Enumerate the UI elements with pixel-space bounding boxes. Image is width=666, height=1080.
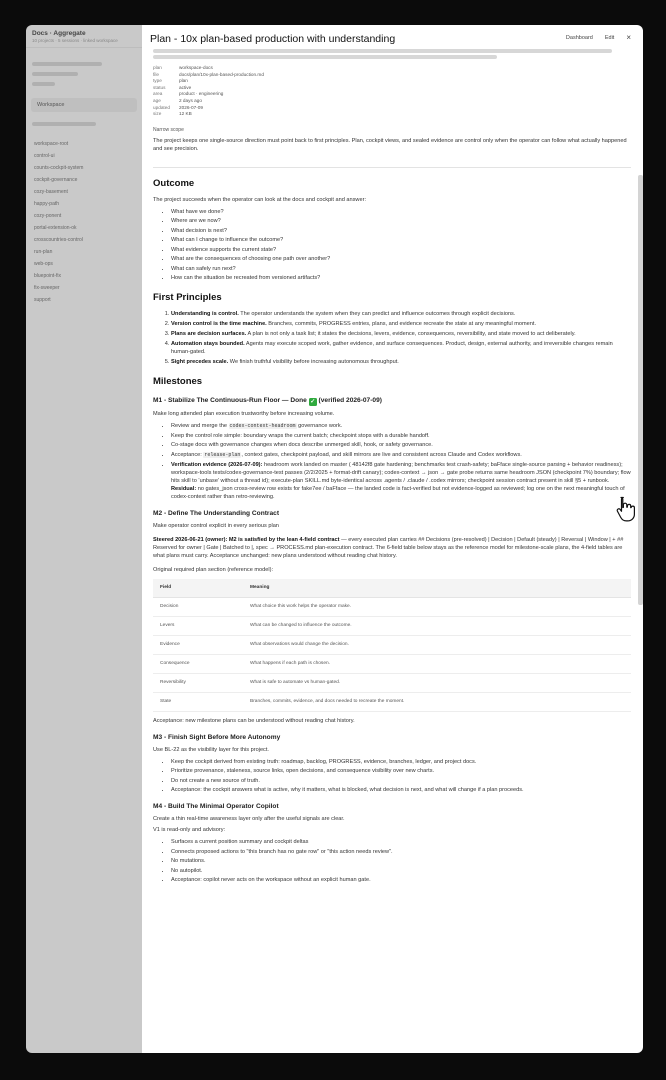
- metadata-key: age: [153, 97, 161, 103]
- metadata-key: area: [153, 91, 163, 97]
- m4-bullet: • No autopilot.: [171, 867, 631, 875]
- principle-title: Version control is the time machine.: [171, 321, 267, 328]
- sidebar-item[interactable]: support: [34, 297, 51, 303]
- tagline: Narrow scope: [153, 126, 184, 133]
- principle-text: Agents may execute scoped work, gather evidence, and surface consequences. Product, design, external authority, and irreversible changes remain human-gated.: [171, 341, 613, 356]
- sidebar-item[interactable]: fix-sweeper: [34, 285, 60, 291]
- table-cell: What happens if each path is chosen.: [243, 654, 631, 673]
- metadata-key: status: [153, 84, 166, 90]
- plan-contract-table: [153, 579, 631, 712]
- m3-bullet: • Acceptance: the cockpit answers what is active, why it matters, what is blocked, what decision is next, and what will change if a plan proceeds.: [171, 786, 631, 794]
- sidebar-item[interactable]: web-ops: [34, 261, 53, 267]
- table-row: [153, 692, 631, 711]
- principle-item: [171, 320, 631, 328]
- metadata-row: [153, 111, 631, 118]
- bullet-text: Acceptance:: [171, 451, 204, 458]
- m2-acceptance: Acceptance: new milestone plans can be understood without reading chat history.: [153, 717, 355, 724]
- metadata-row: [153, 72, 631, 79]
- evidence-label: Verification evidence (2026-07-09):: [171, 461, 263, 468]
- document-panel: [142, 25, 643, 1053]
- sidebar-placeholder: [32, 82, 55, 86]
- bullet-text: Review and merge the: [171, 423, 229, 430]
- m2-steered-paragraph: [153, 536, 631, 560]
- evidence-text: headroom work landed on master ( 48142f8 gate hardening; benchmarks test crash-safety; baFface single-source parsing + behavior readiness); workspace-tools tests/codex-governance-test passes (2/2/2025 + format-drift canary); codex-context → json → gate probe returns same headroom JSON (checkpoint 7%) boundary; flow hits skill to ‘unbase’ without a thread id); execute-plan SKILL.md byte-identical across .agents / .claude / .codex mirrors; checkpoint session contract present in skill §5 + runbook.: [171, 461, 631, 484]
- table-cell: What can be changed to influence the outcome.: [243, 616, 631, 635]
- m2-reference-label: Original required plan section (reference model):: [153, 566, 274, 573]
- m3-heading: M3 - Finish Sight Before More Autonomy: [153, 733, 281, 741]
- outcome-question: • What evidence supports the current state?: [171, 246, 631, 254]
- table-cell: State: [153, 692, 243, 711]
- sidebar-list: [26, 138, 142, 306]
- metadata-value: 12 KB: [179, 111, 192, 117]
- principle-title: Plans are decision surfaces.: [171, 331, 247, 338]
- sidebar-item[interactable]: counts-cockpit-system: [34, 165, 84, 171]
- m1-bullet: [171, 422, 631, 430]
- sidebar-item[interactable]: happy-path: [34, 201, 60, 207]
- metadata-table: [153, 65, 631, 118]
- bullet-text: governance work.: [296, 423, 343, 430]
- outcome-question-list: [171, 208, 631, 283]
- m4-bullet: • Acceptance: copilot never acts on the workspace without an explicit human gate.: [171, 876, 631, 884]
- principle-title: Understanding is control.: [171, 311, 239, 318]
- sidebar: [26, 25, 142, 1053]
- outcome-question: • How can the situation be recreated from versioned artifacts?: [171, 274, 631, 282]
- principles-list: [171, 310, 631, 366]
- table-cell: What choice this work helps the operator make.: [243, 597, 631, 616]
- principles-heading: First Principles: [153, 292, 222, 304]
- principle-item: [171, 330, 631, 338]
- metadata-key: plan: [153, 65, 162, 70]
- sidebar-item[interactable]: cozy-ponent: [34, 213, 62, 219]
- sidebar-item[interactable]: crosscountries-control: [34, 237, 83, 243]
- sidebar-placeholder: [32, 122, 96, 126]
- metadata-key: updated: [153, 104, 170, 110]
- sidebar-placeholder: [32, 62, 102, 66]
- code-span: codex-context-headroom: [229, 423, 296, 430]
- m3-lead: Use BL-22 as the visibility layer for this project.: [153, 746, 269, 753]
- principle-text: A plan is not only a task list; it states the decisions, levers, evidence, consequences, reversibility, and state moved to act deliberately.: [246, 331, 576, 338]
- sidebar-item[interactable]: cozy-basement: [34, 189, 68, 195]
- sidebar-subtitle: 10 projects · 5 sessions · linked workspace: [32, 38, 118, 43]
- m4-bullet: • No mutations.: [171, 857, 631, 865]
- code-span: release-plan: [204, 451, 241, 458]
- scrollbar[interactable]: [638, 175, 643, 605]
- dashboard-button[interactable]: Dashboard: [565, 35, 593, 41]
- principle-text: The operator understands the system when they can predict and influence outcomes through explicit decisions.: [238, 311, 516, 318]
- residual-label: Residual:: [171, 485, 197, 492]
- principle-text: We finish truthful visibility before increasing autonomous throughput.: [228, 359, 399, 366]
- principle-item: [171, 310, 631, 318]
- close-icon[interactable]: ×: [626, 33, 631, 42]
- m1-heading: [153, 397, 631, 406]
- outcome-question: • What are the consequences of choosing one path over another?: [171, 255, 631, 263]
- bullet-text: Keep the control role simple: boundary wraps the current batch; checkpoint stops with a durable handoff.: [171, 432, 430, 439]
- sidebar-item[interactable]: control-ui: [34, 153, 55, 159]
- bullet-text: Co-stage docs with governance changes when docs describe unmerged skill, hook, or safety governance.: [171, 442, 433, 449]
- check-icon: ✓: [310, 399, 316, 406]
- sidebar-section-workspace[interactable]: Workspace: [31, 98, 137, 112]
- table-cell: Reversibility: [153, 673, 243, 692]
- sidebar-item[interactable]: cockpit-governance: [34, 177, 78, 183]
- metadata-key: file: [153, 71, 159, 77]
- sidebar-item[interactable]: workspace-root: [34, 141, 69, 147]
- document-title: Plan - 10x plan-based production with understanding: [150, 33, 396, 45]
- principle-title: Sight precedes scale.: [171, 359, 229, 366]
- table-header-cell: Meaning: [243, 579, 631, 598]
- metadata-value: workspace-docs: [179, 65, 213, 70]
- metadata-key: type: [153, 78, 162, 84]
- sidebar-placeholder: [32, 72, 78, 76]
- principle-title: Automation stays bounded.: [171, 341, 245, 348]
- m2-steered-label: Steered 2026-06-21 (owner): M2 is satisfied by the lean 4-field contract: [153, 536, 340, 543]
- table-cell: Levers: [153, 616, 243, 635]
- hand-cursor-icon: [614, 495, 636, 523]
- table-cell: Decision: [153, 597, 243, 616]
- m1-bullet-list: [171, 422, 631, 459]
- sidebar-item[interactable]: bluepoint-fix: [34, 273, 61, 279]
- sidebar-item[interactable]: run-plan: [34, 249, 53, 255]
- bullet-text: , context gates, checkpoint payload, and skill mirrors are live and consistent across Claude and Codex workflows.: [241, 451, 522, 458]
- m2-steered-text: — every executed plan carries ## Decisions (pre-resolved) | Decision | Default (steady) | Reversal | Window | + ## Reserved for owner | Gate | Batched to |, spec → PROCESS.md plan-execution contract. The 6-field table below stays as the reference model for milestone-scale plans, the 4-field tables are what plans must carry. Acceptance unchanged: new plans understood without reading chat history.: [153, 536, 624, 559]
- principle-text: Branches, commits, PROGRESS entries, plans, and evidence recreate the state at any meaningful moment.: [266, 321, 537, 328]
- residual-text: no gates_json cross-review row exists for fake7ee / baFface — the landed code is fact-verified but not evidence-logged as reviewed; log one on the next meaningful touch of codex-context rather than retro-reviewing.: [171, 485, 625, 500]
- edit-button[interactable]: Edit: [604, 35, 615, 41]
- metadata-value: 2026-07-09: [179, 104, 203, 110]
- table-cell: Evidence: [153, 635, 243, 654]
- m4-bullet: • Connects proposed actions to "this branch has no gate row" or "this action needs review".: [171, 848, 631, 856]
- m4-sublead: V1 is read-only and advisory:: [153, 827, 226, 834]
- sidebar-item[interactable]: portal-extension-ok: [34, 225, 77, 231]
- outcome-question: • What have we done?: [171, 208, 631, 216]
- metadata-value: docs/plan/10x-plan-based-production.md: [179, 71, 264, 77]
- table-body: [153, 597, 631, 711]
- outcome-question: • What can safely run next?: [171, 265, 631, 273]
- m1-evidence-item: [171, 461, 631, 501]
- table-row: [153, 597, 631, 616]
- m1-evidence-list: [171, 461, 631, 501]
- summary-line: [153, 49, 612, 53]
- m3-bullet: • Keep the cockpit derived from existing truth: roadmap, backlog, PROGRESS, evidence, branches, ledger, and project docs.: [171, 758, 631, 766]
- document-content: [153, 47, 631, 888]
- table-row: [153, 635, 631, 654]
- table-cell: What is safe to automate vs human-gated.: [243, 673, 631, 692]
- m4-bullet-list: [171, 838, 631, 884]
- metadata-row: [153, 105, 631, 112]
- metadata-value: product · engineering: [179, 91, 224, 97]
- table-cell: What observations would change the decision.: [243, 635, 631, 654]
- outcome-lead: The project succeeds when the operator can look at the docs and cockpit and answer:: [153, 196, 366, 203]
- metadata-row: [153, 98, 631, 105]
- m1-bullet: [171, 441, 631, 449]
- metadata-row: [153, 65, 631, 72]
- m1-lead: Make long attended plan execution trustworthy before increasing volume.: [153, 411, 335, 418]
- m1-bullet: [171, 432, 631, 440]
- summary-line: [153, 55, 497, 59]
- m1-title: M1 - Stabilize The Continuous-Run Floor — Done: [153, 397, 307, 405]
- outcome-question: • Where are we now?: [171, 217, 631, 225]
- table-row: [153, 654, 631, 673]
- table-cell: Consequence: [153, 654, 243, 673]
- m3-bullet: • Prioritize provenance, staleness, source links, open decisions, and consequence visibility over new charts.: [171, 767, 631, 775]
- principle-item: [171, 340, 631, 356]
- metadata-value: plan: [179, 78, 188, 84]
- m1-bullet: [171, 451, 631, 459]
- intro-paragraph: The project keeps one single-source direction must point back to first principles. Plan, cockpit views, and sealed evidence are control only when the operator can follow what actually happened and see precision.: [153, 137, 631, 168]
- metadata-value: active: [179, 84, 192, 90]
- outcome-heading: Outcome: [153, 177, 195, 189]
- sidebar-title: Docs · Aggregate: [32, 30, 86, 37]
- m4-heading: M4 - Build The Minimal Operator Copilot: [153, 803, 279, 811]
- table-header-cell: Field: [153, 579, 243, 598]
- m1-verified: (verified 2026-07-09): [318, 397, 382, 405]
- metadata-row: [153, 85, 631, 92]
- m3-bullet: • Do not create a new source of truth.: [171, 777, 631, 785]
- metadata-row: [153, 78, 631, 85]
- milestones-heading: Milestones: [153, 376, 203, 388]
- m3-bullet-list: [171, 758, 631, 795]
- outcome-question: • What can I change to influence the outcome?: [171, 236, 631, 244]
- metadata-value: 2 days ago: [179, 97, 202, 103]
- table-cell: Branches, commits, evidence, and docs needed to recreate the moment.: [243, 692, 631, 711]
- sidebar-header: [26, 25, 142, 48]
- table-header-row: [153, 579, 631, 598]
- metadata-row: [153, 91, 631, 98]
- outcome-question: • What decision is next?: [171, 227, 631, 235]
- m4-bullet: • Surfaces a current position summary and cockpit deltas: [171, 838, 631, 846]
- table-row: [153, 616, 631, 635]
- m2-heading: M2 - Define The Understanding Contract: [153, 509, 280, 517]
- table-row: [153, 673, 631, 692]
- m4-lead: Create a thin real-time awareness layer only after the useful signals are clear.: [153, 816, 345, 823]
- principle-item: [171, 358, 631, 366]
- m2-lead: Make operator control explicit in every serious plan: [153, 522, 279, 529]
- metadata-key: size: [153, 111, 162, 117]
